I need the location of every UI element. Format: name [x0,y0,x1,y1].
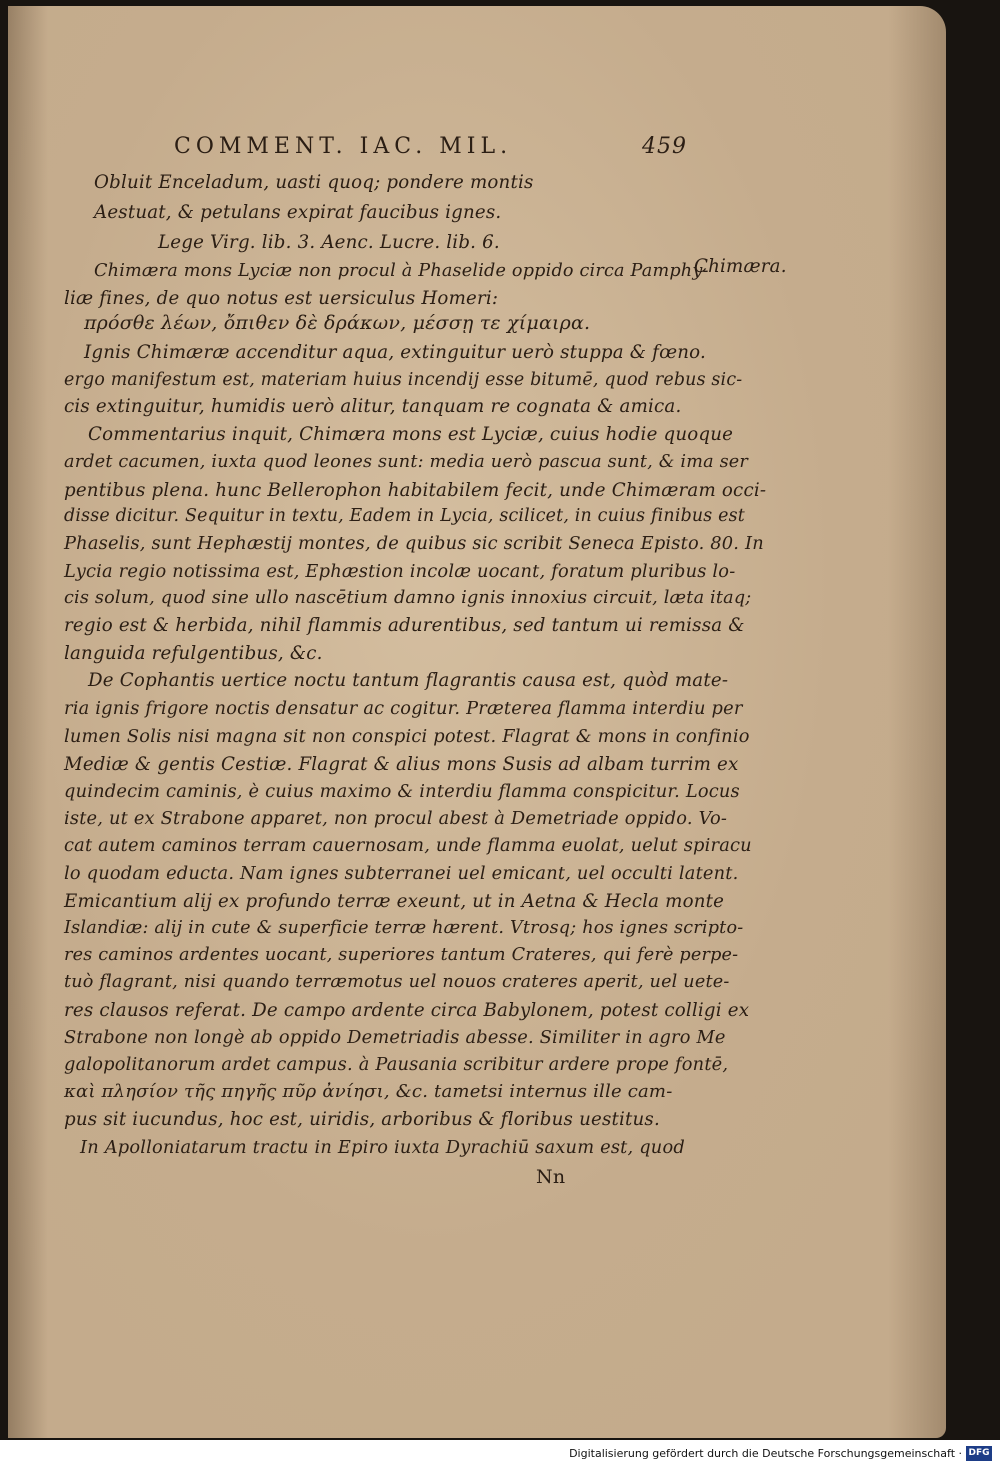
text-line: Obluit Enceladum, uasti quoq; pondere montis [94,172,534,193]
text-line: Lycia regio notissima est, Ephæstion incolæ uocant, foratum pluribus lo- [64,561,736,582]
text-line: Mediæ & gentis Cestiæ. Flagrat & alius mons Susis ad albam turrim ex [64,754,739,775]
page-number: 459 [642,134,687,159]
text-line: Islandiæ: alij in cute & superficie terræ hærent. Vtrosq; hos ignes scripto- [64,918,744,938]
greek-quotation: πρόσθε λέων, ὄπιθεν δὲ δράκων, μέσσῃ τε χίμαιρα. [84,312,591,334]
running-title: COMMENT. IAC. MIL. [174,134,513,159]
text-line: languida refulgentibus, &c. [64,643,323,664]
text-line: Aestuat, & petulans expirat faucibus ignes. [94,202,502,223]
text-line: ergo manifestum est, materiam huius incendij esse bitumē, quod rebus sic- [64,370,743,390]
text-line: quindecim caminis, è cuius maximo & interdiu flamma conspicitur. Locus [64,781,740,802]
text-line: res clausos referat. De campo ardente circa Babylonem, potest colligi ex [64,1000,750,1021]
text-line: Emicantium alij ex profundo terræ exeunt, ut in Aetna & Hecla monte [64,891,725,912]
text-line: regio est & herbida, nihil flammis adurentibus, sed tantum ui remissa & [64,615,745,636]
text-line: disse dicitur. Sequitur in textu, Eadem in Lycia, scilicet, in cuius finibus est [64,506,745,526]
margin-note: Chimæra. [694,256,787,277]
text-line: Lege Virg. lib. 3. Aenc. Lucre. lib. 6. [158,232,500,253]
text-line: galopolitanorum ardet campus. à Pausania scribitur ardere prope fontē, [64,1054,729,1075]
text-line: Chimæra mons Lyciæ non procul à Phaselide oppido circa Pamphy- [94,261,709,281]
footer-bar [0,1440,1000,1468]
funding-credit: Digitalisierung gefördert durch die Deutsche Forschungsgemeinschaft · [569,1447,962,1460]
text-line: cis solum, quod sine ullo nascētium damno ignis innoxius circuit, læta itaq; [64,588,752,608]
text-line: liæ fines, de quo notus est uersiculus Homeri: [64,288,499,309]
text-line: De Cophantis uertice noctu tantum flagrantis causa est, quòd mate- [88,670,729,691]
text-line: pus sit iucundus, hoc est, uiridis, arboribus & floribus uestitus. [64,1109,660,1130]
text-line: res caminos ardentes uocant, superiores tantum Crateres, qui ferè perpe- [64,945,739,965]
signature-mark: Nn [536,1166,566,1188]
text-line: ria ignis frigore noctis densatur ac cogitur. Præterea flamma interdiu per [64,698,743,719]
text-line: pentibus plena. hunc Bellerophon habitabilem fecit, unde Chimæram occi- [64,480,767,501]
text-line: Phaselis, sunt Hephæstij montes, de quibus sic scribit Seneca Episto. 80. In [64,533,764,554]
dfg-logo-icon: DFG [966,1446,992,1461]
text-line: Ignis Chimæræ accenditur aqua, extinguitur uerò stuppa & fœno. [84,342,706,363]
text-line: Strabone non longè ab oppido Demetriadis abesse. Similiter in agro Me [64,1027,726,1048]
text-line: tuò flagrant, nisi quando terræmotus uel nouos crateres aperit, uel uete- [64,972,730,992]
text-line: ardet cacumen, iuxta quod leones sunt: media uerò pascua sunt, & ima ser [64,452,749,472]
text-line: In Apolloniatarum tractu in Epiro iuxta Dyrachiū saxum est, quod [80,1137,685,1158]
text-line: Commentarius inquit, Chimæra mons est Lyciæ, cuius hodie quoque [88,424,734,445]
scanned-page [8,6,946,1438]
text-line: lumen Solis nisi magna sit non conspici potest. Flagrat & mons in confinio [64,726,750,747]
text-line: cis extinguitur, humidis uerò alitur, tanquam re cognata & amica. [64,396,682,417]
greek-quotation: καὶ πλησίον τῆς πηγῆς πῦρ ἀνίησι, &c. tametsi internus ille cam- [64,1081,673,1102]
text-line: lo quodam educta. Nam ignes subterranei uel emicant, uel occulti latent. [64,863,739,884]
text-line: cat autem caminos terram cauernosam, unde flamma euolat, uelut spiracu [64,835,752,856]
text-line: iste, ut ex Strabone apparet, non procul abest à Demetriade oppido. Vo- [64,808,728,829]
